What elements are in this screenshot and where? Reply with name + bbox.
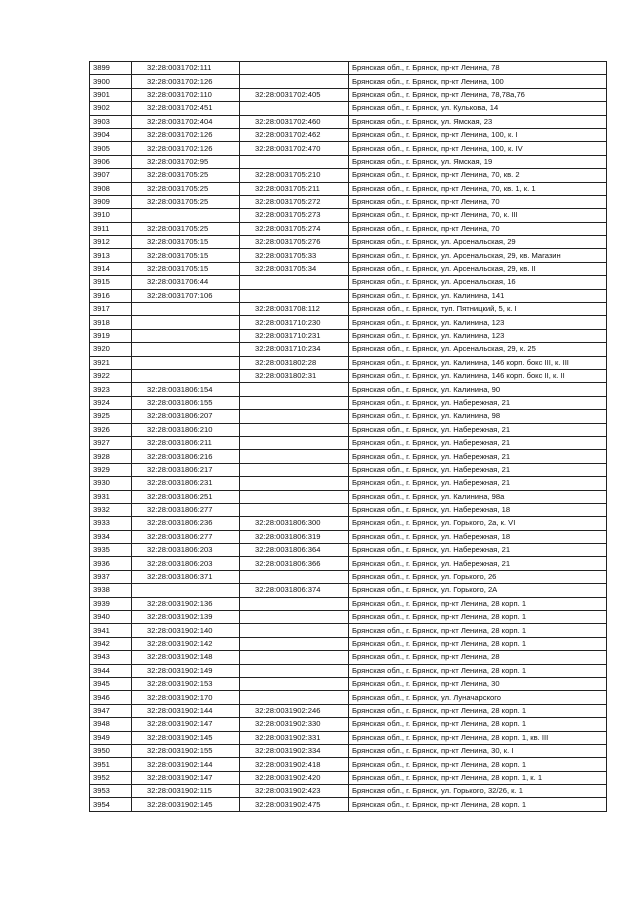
object-cadastral-number-cell: [240, 677, 349, 690]
row-number-cell: 3921: [90, 356, 132, 369]
object-cadastral-number-cell: 32:28:0031902:331: [240, 731, 349, 744]
parcel-cadastral-number-cell: 32:28:0031902:147: [132, 771, 240, 784]
table-row: [90, 316, 607, 329]
row-number-cell: 3950: [90, 744, 132, 757]
table-row: [90, 128, 607, 141]
table-row: [90, 396, 607, 409]
address-cell: Брянская обл., г. Брянск, пр-кт Ленина, 28 корп. 1, кв. III: [349, 731, 607, 744]
row-number-cell: 3913: [90, 249, 132, 262]
object-cadastral-number-cell: [240, 477, 349, 490]
object-cadastral-number-cell: 32:28:0031702:470: [240, 142, 349, 155]
table-row: [90, 490, 607, 503]
parcel-cadastral-number-cell: 32:28:0031702:126: [132, 142, 240, 155]
parcel-cadastral-number-cell: 32:28:0031902:144: [132, 704, 240, 717]
object-cadastral-number-cell: 32:28:0031710:230: [240, 316, 349, 329]
object-cadastral-number-cell: 32:28:0031902:475: [240, 798, 349, 811]
address-cell: Брянская обл., г. Брянск, ул. Набережная, 21: [349, 450, 607, 463]
address-cell: Брянская обл., г. Брянск, пр-кт Ленина, 100, к. IV: [349, 142, 607, 155]
parcel-cadastral-number-cell: 32:28:0031707:106: [132, 289, 240, 302]
object-cadastral-number-cell: 32:28:0031802:31: [240, 369, 349, 382]
address-cell: Брянская обл., г. Брянск, пр-кт Ленина, 78,78а,76: [349, 88, 607, 101]
address-cell: Брянская обл., г. Брянск, пр-кт Ленина, 28 корп. 1: [349, 611, 607, 624]
object-cadastral-number-cell: 32:28:0031705:276: [240, 236, 349, 249]
table-row: [90, 195, 607, 208]
address-cell: Брянская обл., г. Брянск, ул. Арсенальская, 29, к. 25: [349, 343, 607, 356]
row-number-cell: 3934: [90, 530, 132, 543]
row-number-cell: 3927: [90, 436, 132, 449]
object-cadastral-number-cell: [240, 570, 349, 583]
table-row: [90, 503, 607, 516]
address-cell: Брянская обл., г. Брянск, пр-кт Ленина, 28 корп. 1: [349, 597, 607, 610]
row-number-cell: 3912: [90, 236, 132, 249]
object-cadastral-number-cell: [240, 490, 349, 503]
table-row: [90, 651, 607, 664]
row-number-cell: 3948: [90, 718, 132, 731]
address-cell: Брянская обл., г. Брянск, ул. Калинина, 98: [349, 410, 607, 423]
object-cadastral-number-cell: 32:28:0031902:330: [240, 718, 349, 731]
parcel-cadastral-number-cell: 32:28:0031902:140: [132, 624, 240, 637]
object-cadastral-number-cell: 32:28:0031708:112: [240, 303, 349, 316]
table-row: [90, 343, 607, 356]
row-number-cell: 3922: [90, 369, 132, 382]
table-row: [90, 677, 607, 690]
parcel-cadastral-number-cell: 32:28:0031902:148: [132, 651, 240, 664]
parcel-cadastral-number-cell: 32:28:0031705:25: [132, 169, 240, 182]
address-cell: Брянская обл., г. Брянск, ул. Набережная, 21: [349, 436, 607, 449]
address-cell: Брянская обл., г. Брянск, ул. Ямская, 19: [349, 155, 607, 168]
table-row: [90, 289, 607, 302]
row-number-cell: 3945: [90, 677, 132, 690]
row-number-cell: 3944: [90, 664, 132, 677]
address-cell: Брянская обл., г. Брянск, ул. Горького, 2а, к. VI: [349, 517, 607, 530]
object-cadastral-number-cell: [240, 611, 349, 624]
parcel-cadastral-number-cell: 32:28:0031806:154: [132, 383, 240, 396]
address-cell: Брянская обл., г. Брянск, туп. Пятницкий, 5, к. I: [349, 303, 607, 316]
address-cell: Брянская обл., г. Брянск, пр-кт Ленина, 70, кв. 1, к. 1: [349, 182, 607, 195]
table-row: [90, 664, 607, 677]
object-cadastral-number-cell: 32:28:0031902:420: [240, 771, 349, 784]
parcel-cadastral-number-cell: [132, 329, 240, 342]
address-cell: Брянская обл., г. Брянск, ул. Арсенальская, 16: [349, 276, 607, 289]
parcel-cadastral-number-cell: 32:28:0031705:25: [132, 182, 240, 195]
object-cadastral-number-cell: [240, 410, 349, 423]
table-row: [90, 530, 607, 543]
row-number-cell: 3901: [90, 88, 132, 101]
table-row: [90, 517, 607, 530]
parcel-cadastral-number-cell: 32:28:0031702:404: [132, 115, 240, 128]
parcel-cadastral-number-cell: [132, 209, 240, 222]
address-cell: Брянская обл., г. Брянск, пр-кт Ленина, 28 корп. 1: [349, 624, 607, 637]
table-row: [90, 450, 607, 463]
parcel-cadastral-number-cell: 32:28:0031806:203: [132, 557, 240, 570]
address-cell: Брянская обл., г. Брянск, ул. Набережная, 18: [349, 530, 607, 543]
object-cadastral-number-cell: 32:28:0031902:334: [240, 744, 349, 757]
address-cell: Брянская обл., г. Брянск, ул. Калинина, 90: [349, 383, 607, 396]
parcel-cadastral-number-cell: 32:28:0031902:144: [132, 758, 240, 771]
object-cadastral-number-cell: [240, 503, 349, 516]
table-row: [90, 624, 607, 637]
row-number-cell: 3940: [90, 611, 132, 624]
row-number-cell: 3899: [90, 62, 132, 75]
object-cadastral-number-cell: [240, 155, 349, 168]
object-cadastral-number-cell: 32:28:0031902:418: [240, 758, 349, 771]
object-cadastral-number-cell: 32:28:0031705:210: [240, 169, 349, 182]
table-row: [90, 544, 607, 557]
table-row: [90, 637, 607, 650]
object-cadastral-number-cell: 32:28:0031705:211: [240, 182, 349, 195]
table-row: [90, 383, 607, 396]
row-number-cell: 3917: [90, 303, 132, 316]
table-row: [90, 798, 607, 811]
table-row: [90, 356, 607, 369]
table-row: [90, 597, 607, 610]
parcel-cadastral-number-cell: [132, 584, 240, 597]
address-cell: Брянская обл., г. Брянск, пр-кт Ленина, 70: [349, 195, 607, 208]
address-cell: Брянская обл., г. Брянск, пр-кт Ленина, 70: [349, 222, 607, 235]
object-cadastral-number-cell: [240, 276, 349, 289]
row-number-cell: 3910: [90, 209, 132, 222]
address-cell: Брянская обл., г. Брянск, ул. Набережная, 21: [349, 544, 607, 557]
parcel-cadastral-number-cell: 32:28:0031806:210: [132, 423, 240, 436]
parcel-cadastral-number-cell: [132, 316, 240, 329]
object-cadastral-number-cell: [240, 383, 349, 396]
address-cell: Брянская обл., г. Брянск, ул. Горького, 2А: [349, 584, 607, 597]
address-cell: Брянская обл., г. Брянск, ул. Набережная, 21: [349, 557, 607, 570]
row-number-cell: 3941: [90, 624, 132, 637]
address-cell: Брянская обл., г. Брянск, пр-кт Ленина, 28 корп. 1: [349, 758, 607, 771]
object-cadastral-number-cell: [240, 450, 349, 463]
row-number-cell: 3911: [90, 222, 132, 235]
row-number-cell: 3923: [90, 383, 132, 396]
row-number-cell: 3906: [90, 155, 132, 168]
object-cadastral-number-cell: 32:28:0031705:272: [240, 195, 349, 208]
parcel-cadastral-number-cell: 32:28:0031806:231: [132, 477, 240, 490]
parcel-cadastral-number-cell: [132, 343, 240, 356]
parcel-cadastral-number-cell: [132, 356, 240, 369]
address-cell: Брянская обл., г. Брянск, пр-кт Ленина, 28 корп. 1: [349, 718, 607, 731]
table-row: [90, 691, 607, 704]
table-row: [90, 771, 607, 784]
row-number-cell: 3951: [90, 758, 132, 771]
row-number-cell: 3931: [90, 490, 132, 503]
parcel-cadastral-number-cell: 32:28:0031702:95: [132, 155, 240, 168]
object-cadastral-number-cell: [240, 664, 349, 677]
object-cadastral-number-cell: [240, 62, 349, 75]
address-cell: Брянская обл., г. Брянск, ул. Калинина, 123: [349, 316, 607, 329]
table-row: [90, 249, 607, 262]
object-cadastral-number-cell: 32:28:0031705:33: [240, 249, 349, 262]
table-row: [90, 704, 607, 717]
row-number-cell: 3909: [90, 195, 132, 208]
row-number-cell: 3925: [90, 410, 132, 423]
row-number-cell: 3928: [90, 450, 132, 463]
address-cell: Брянская обл., г. Брянск, пр-кт Ленина, 78: [349, 62, 607, 75]
parcel-cadastral-number-cell: 32:28:0031806:211: [132, 436, 240, 449]
object-cadastral-number-cell: 32:28:0031806:374: [240, 584, 349, 597]
table-row: [90, 236, 607, 249]
object-cadastral-number-cell: [240, 423, 349, 436]
parcel-cadastral-number-cell: 32:28:0031702:451: [132, 102, 240, 115]
parcel-cadastral-number-cell: 32:28:0031902:170: [132, 691, 240, 704]
object-cadastral-number-cell: [240, 651, 349, 664]
table-row: [90, 102, 607, 115]
row-number-cell: 3939: [90, 597, 132, 610]
row-number-cell: 3914: [90, 262, 132, 275]
address-cell: Брянская обл., г. Брянск, ул. Горького, 26: [349, 570, 607, 583]
object-cadastral-number-cell: [240, 691, 349, 704]
address-cell: Брянская обл., г. Брянск, ул. Набережная, 21: [349, 396, 607, 409]
object-cadastral-number-cell: [240, 436, 349, 449]
row-number-cell: 3915: [90, 276, 132, 289]
table-row: [90, 785, 607, 798]
row-number-cell: 3904: [90, 128, 132, 141]
parcel-cadastral-number-cell: 32:28:0031806:277: [132, 530, 240, 543]
parcel-cadastral-number-cell: 32:28:0031902:139: [132, 611, 240, 624]
row-number-cell: 3932: [90, 503, 132, 516]
row-number-cell: 3920: [90, 343, 132, 356]
address-cell: Брянская обл., г. Брянск, ул. Калинина, 146 корп. бокс II, к. II: [349, 369, 607, 382]
address-cell: Брянская обл., г. Брянск, ул. Набережная, 21: [349, 423, 607, 436]
parcel-cadastral-number-cell: 32:28:0031902:145: [132, 731, 240, 744]
object-cadastral-number-cell: 32:28:0031902:246: [240, 704, 349, 717]
object-cadastral-number-cell: 32:28:0031705:34: [240, 262, 349, 275]
parcel-cadastral-number-cell: 32:28:0031902:136: [132, 597, 240, 610]
row-number-cell: 3936: [90, 557, 132, 570]
object-cadastral-number-cell: 32:28:0031710:231: [240, 329, 349, 342]
address-cell: Брянская обл., г. Брянск, ул. Набережная, 18: [349, 503, 607, 516]
parcel-cadastral-number-cell: 32:28:0031902:149: [132, 664, 240, 677]
address-cell: Брянская обл., г. Брянск, ул. Калинина, 141: [349, 289, 607, 302]
address-cell: Брянская обл., г. Брянск, ул. Ямская, 23: [349, 115, 607, 128]
row-number-cell: 3929: [90, 463, 132, 476]
row-number-cell: 3938: [90, 584, 132, 597]
object-cadastral-number-cell: 32:28:0031902:423: [240, 785, 349, 798]
table-row: [90, 369, 607, 382]
parcel-cadastral-number-cell: 32:28:0031806:155: [132, 396, 240, 409]
row-number-cell: 3937: [90, 570, 132, 583]
registry-table-body: [90, 62, 607, 812]
parcel-cadastral-number-cell: 32:28:0031702:111: [132, 62, 240, 75]
parcel-cadastral-number-cell: 32:28:0031806:207: [132, 410, 240, 423]
address-cell: Брянская обл., г. Брянск, пр-кт Ленина, 100, к. I: [349, 128, 607, 141]
table-row: [90, 423, 607, 436]
table-row: [90, 731, 607, 744]
object-cadastral-number-cell: [240, 102, 349, 115]
address-cell: Брянская обл., г. Брянск, ул. Арсенальская, 29, кв. Магазин: [349, 249, 607, 262]
parcel-cadastral-number-cell: 32:28:0031902:145: [132, 798, 240, 811]
table-row: [90, 584, 607, 597]
table-row: [90, 718, 607, 731]
object-cadastral-number-cell: 32:28:0031705:274: [240, 222, 349, 235]
address-cell: Брянская обл., г. Брянск, пр-кт Ленина, 28 корп. 1: [349, 664, 607, 677]
table-row: [90, 262, 607, 275]
address-cell: Брянская обл., г. Брянск, ул. Калинина, 98а: [349, 490, 607, 503]
address-cell: Брянская обл., г. Брянск, пр-кт Ленина, 30, к. I: [349, 744, 607, 757]
row-number-cell: 3924: [90, 396, 132, 409]
object-cadastral-number-cell: 32:28:0031806:319: [240, 530, 349, 543]
address-cell: Брянская обл., г. Брянск, ул. Калинина, 123: [349, 329, 607, 342]
row-number-cell: 3949: [90, 731, 132, 744]
table-row: [90, 62, 607, 75]
object-cadastral-number-cell: 32:28:0031806:300: [240, 517, 349, 530]
parcel-cadastral-number-cell: 32:28:0031902:153: [132, 677, 240, 690]
parcel-cadastral-number-cell: 32:28:0031702:126: [132, 75, 240, 88]
object-cadastral-number-cell: 32:28:0031710:234: [240, 343, 349, 356]
address-cell: Брянская обл., г. Брянск, ул. Горького, 32/26, к. 1: [349, 785, 607, 798]
table-row: [90, 329, 607, 342]
address-cell: Брянская обл., г. Брянск, ул. Набережная, 21: [349, 463, 607, 476]
row-number-cell: 3908: [90, 182, 132, 195]
table-row: [90, 276, 607, 289]
parcel-cadastral-number-cell: 32:28:0031705:15: [132, 236, 240, 249]
row-number-cell: 3900: [90, 75, 132, 88]
table-row: [90, 611, 607, 624]
address-cell: Брянская обл., г. Брянск, пр-кт Ленина, 70, кв. 2: [349, 169, 607, 182]
parcel-cadastral-number-cell: [132, 369, 240, 382]
object-cadastral-number-cell: [240, 289, 349, 302]
table-row: [90, 758, 607, 771]
parcel-cadastral-number-cell: 32:28:0031806:236: [132, 517, 240, 530]
object-cadastral-number-cell: [240, 75, 349, 88]
table-row: [90, 222, 607, 235]
parcel-cadastral-number-cell: 32:28:0031806:371: [132, 570, 240, 583]
parcel-cadastral-number-cell: 32:28:0031705:15: [132, 262, 240, 275]
address-cell: Брянская обл., г. Брянск, пр-кт Ленина, 70, к. III: [349, 209, 607, 222]
object-cadastral-number-cell: 32:28:0031702:405: [240, 88, 349, 101]
parcel-cadastral-number-cell: 32:28:0031902:115: [132, 785, 240, 798]
object-cadastral-number-cell: [240, 396, 349, 409]
table-row: [90, 115, 607, 128]
address-cell: Брянская обл., г. Брянск, пр-кт Ленина, 28 корп. 1: [349, 798, 607, 811]
table-row: [90, 570, 607, 583]
parcel-cadastral-number-cell: 32:28:0031806:203: [132, 544, 240, 557]
parcel-cadastral-number-cell: 32:28:0031806:277: [132, 503, 240, 516]
address-cell: Брянская обл., г. Брянск, пр-кт Ленина, 28 корп. 1: [349, 704, 607, 717]
table-row: [90, 410, 607, 423]
parcel-cadastral-number-cell: 32:28:0031902:155: [132, 744, 240, 757]
object-cadastral-number-cell: 32:28:0031702:462: [240, 128, 349, 141]
table-row: [90, 155, 607, 168]
row-number-cell: 3947: [90, 704, 132, 717]
row-number-cell: 3903: [90, 115, 132, 128]
row-number-cell: 3905: [90, 142, 132, 155]
parcel-cadastral-number-cell: [132, 303, 240, 316]
table-row: [90, 436, 607, 449]
parcel-cadastral-number-cell: 32:28:0031902:147: [132, 718, 240, 731]
object-cadastral-number-cell: [240, 637, 349, 650]
object-cadastral-number-cell: 32:28:0031702:460: [240, 115, 349, 128]
object-cadastral-number-cell: [240, 463, 349, 476]
object-cadastral-number-cell: 32:28:0031806:366: [240, 557, 349, 570]
row-number-cell: 3907: [90, 169, 132, 182]
table-row: [90, 744, 607, 757]
row-number-cell: 3942: [90, 637, 132, 650]
table-row: [90, 142, 607, 155]
table-row: [90, 303, 607, 316]
row-number-cell: 3943: [90, 651, 132, 664]
row-number-cell: 3935: [90, 544, 132, 557]
row-number-cell: 3933: [90, 517, 132, 530]
row-number-cell: 3918: [90, 316, 132, 329]
address-cell: Брянская обл., г. Брянск, пр-кт Ленина, 28: [349, 651, 607, 664]
object-cadastral-number-cell: [240, 597, 349, 610]
parcel-cadastral-number-cell: 32:28:0031705:25: [132, 222, 240, 235]
registry-table: [89, 61, 607, 812]
table-row: [90, 463, 607, 476]
address-cell: Брянская обл., г. Брянск, пр-кт Ленина, 100: [349, 75, 607, 88]
row-number-cell: 3953: [90, 785, 132, 798]
address-cell: Брянская обл., г. Брянск, ул. Луначарского: [349, 691, 607, 704]
row-number-cell: 3954: [90, 798, 132, 811]
table-row: [90, 88, 607, 101]
table-row: [90, 75, 607, 88]
address-cell: Брянская обл., г. Брянск, пр-кт Ленина, 30: [349, 677, 607, 690]
address-cell: Брянская обл., г. Брянск, пр-кт Ленина, 28 корп. 1: [349, 637, 607, 650]
parcel-cadastral-number-cell: 32:28:0031702:126: [132, 128, 240, 141]
address-cell: Брянская обл., г. Брянск, ул. Калинина, 146 корп. бокс III, к. III: [349, 356, 607, 369]
parcel-cadastral-number-cell: 32:28:0031806:217: [132, 463, 240, 476]
parcel-cadastral-number-cell: 32:28:0031702:110: [132, 88, 240, 101]
row-number-cell: 3919: [90, 329, 132, 342]
parcel-cadastral-number-cell: 32:28:0031902:142: [132, 637, 240, 650]
table-row: [90, 557, 607, 570]
row-number-cell: 3926: [90, 423, 132, 436]
object-cadastral-number-cell: 32:28:0031802:28: [240, 356, 349, 369]
row-number-cell: 3930: [90, 477, 132, 490]
table-row: [90, 477, 607, 490]
table-row: [90, 209, 607, 222]
row-number-cell: 3916: [90, 289, 132, 302]
row-number-cell: 3952: [90, 771, 132, 784]
address-cell: Брянская обл., г. Брянск, ул. Кулькова, 14: [349, 102, 607, 115]
row-number-cell: 3902: [90, 102, 132, 115]
address-cell: Брянская обл., г. Брянск, ул. Арсенальская, 29: [349, 236, 607, 249]
table-row: [90, 169, 607, 182]
parcel-cadastral-number-cell: 32:28:0031705:15: [132, 249, 240, 262]
parcel-cadastral-number-cell: 32:28:0031706:44: [132, 276, 240, 289]
parcel-cadastral-number-cell: 32:28:0031806:251: [132, 490, 240, 503]
row-number-cell: 3946: [90, 691, 132, 704]
address-cell: Брянская обл., г. Брянск, пр-кт Ленина, 28 корп. 1, к. 1: [349, 771, 607, 784]
address-cell: Брянская обл., г. Брянск, ул. Арсенальская, 29, кв. II: [349, 262, 607, 275]
parcel-cadastral-number-cell: 32:28:0031806:216: [132, 450, 240, 463]
parcel-cadastral-number-cell: 32:28:0031705:25: [132, 195, 240, 208]
object-cadastral-number-cell: 32:28:0031806:364: [240, 544, 349, 557]
object-cadastral-number-cell: 32:28:0031705:273: [240, 209, 349, 222]
address-cell: Брянская обл., г. Брянск, ул. Набережная, 21: [349, 477, 607, 490]
table-row: [90, 182, 607, 195]
object-cadastral-number-cell: [240, 624, 349, 637]
